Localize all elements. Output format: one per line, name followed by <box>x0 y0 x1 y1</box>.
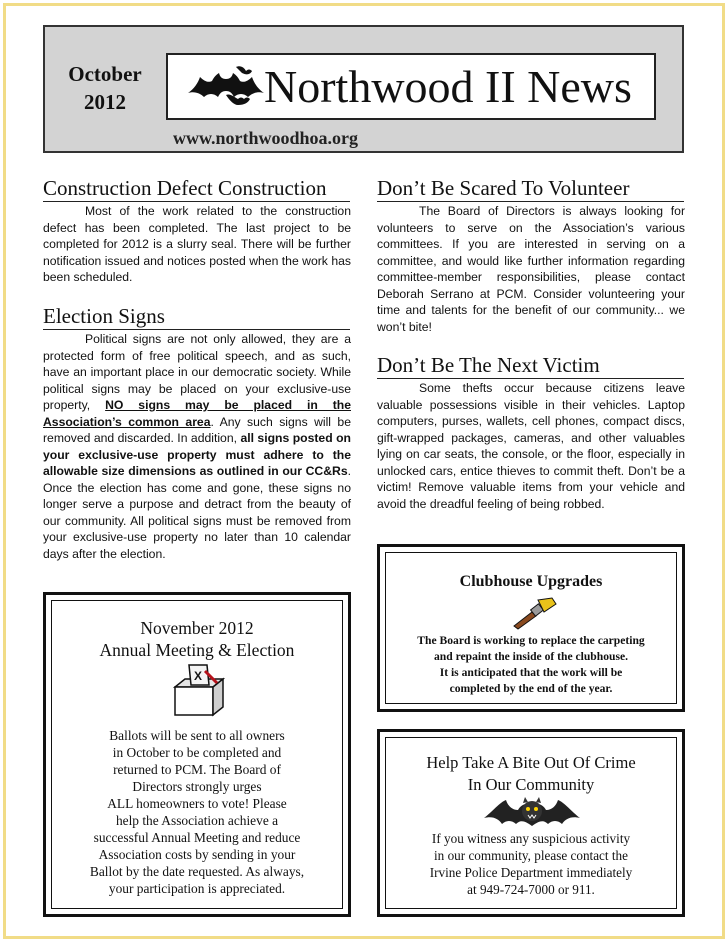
victim-heading: Don’t Be The Next Victim <box>377 352 684 379</box>
crime-title-line2: In Our Community <box>467 775 595 794</box>
annual-meeting-title-line2: Annual Meeting & Election <box>99 640 295 660</box>
clubhouse-text <box>380 633 682 697</box>
annual-meeting-box <box>43 592 351 917</box>
website-link[interactable]: www.northwoodhoa.org <box>173 128 359 148</box>
election-text-underlined: NO signs may be placed in the Association’s common area <box>43 398 351 429</box>
crime-text <box>380 830 682 898</box>
clubhouse-line-1: The Board is working to replace the carpeting <box>417 634 645 647</box>
construction-article <box>43 203 351 286</box>
annual-meeting-text <box>46 727 348 897</box>
victim-article <box>377 380 685 512</box>
clubhouse-line-4: completed by the end of the year. <box>449 682 613 695</box>
clubhouse-line-2: and repaint the inside of the clubhouse. <box>433 650 628 663</box>
volunteer-heading: Don’t Be Scared To Volunteer <box>377 175 684 202</box>
crime-line-2: in our community, please contact the <box>434 848 628 863</box>
election-text-1: Political signs are not only allowed, they are a protected form of free political speech, and as such, have an important place in our democratic society. While political signs may be placed on your exclusive-use property, <box>43 332 351 412</box>
meeting-line-7: successful Annual Meeting and reduce <box>93 830 301 845</box>
issue-date <box>58 60 152 116</box>
annual-meeting-title <box>46 617 348 661</box>
crime-line-3: Irvine Police Department immediately <box>429 865 633 880</box>
construction-text: Most of the work related to the construction defect has been completed. The last project to be completed for 2012 is a slurry seal. There will be further notification issued and notices posted when the work has been scheduled. <box>43 204 351 284</box>
volunteer-article <box>377 203 685 335</box>
election-heading: Election Signs <box>43 303 350 330</box>
newsletter-title: Northwood II News <box>264 61 632 112</box>
clubhouse-title: Clubhouse Upgrades <box>459 573 603 590</box>
meeting-line-6: help the Association achieve a <box>115 813 279 828</box>
meeting-line-10: your participation is appreciated. <box>108 881 286 896</box>
meeting-line-5: ALL homeowners to vote! Please <box>107 796 287 811</box>
crime-line-4: at 949-724-7000 or 911. <box>467 882 595 897</box>
volunteer-text: The Board of Directors is always looking for volunteers to serve on the Association’s various committees. If you are interested in serving on a committee, and would like further information regarding committee-member responsibilities, please contact Deborah Serrano at PCM. Consider volunteering your time and talents for the benefit of our community... we won’t bite! <box>377 204 685 334</box>
crime-title <box>380 752 682 796</box>
victim-text: Some thefts occur because citizens leave valuable possessions visible in their vehicles. Laptop computers, purses, wallets, cell phones, compact discs, gift-wrapped packages, cameras, and other valuables lying on car seats, the console, or the floor, especially in unlocked cars, entice thieves to commit theft. Don’t be a victim! Remove valuable items from your vehicle and avoid the dreadful feeling of being robbed. <box>377 381 685 511</box>
paintbrush-icon <box>510 596 558 630</box>
bat-icon <box>482 796 582 828</box>
newsletter-title-box <box>166 53 656 120</box>
election-text-2: . Any such signs will be removed and discarded. In addition, <box>43 414 351 445</box>
meeting-line-9: Ballot by the date requested. As always, <box>89 864 305 879</box>
ballot-mark: X <box>193 669 203 683</box>
meeting-line-3: returned to PCM. The Board of <box>113 762 281 777</box>
election-text-bold: all signs posted on your exclusive-use property must adhere to the allowable size dimensions as outlined in our CC&Rs <box>43 431 351 478</box>
clubhouse-box <box>377 544 685 712</box>
ballot-box-icon <box>167 663 229 719</box>
crime-title-line1: Help Take A Bite Out Of Crime <box>426 753 636 772</box>
issue-year: 2012 <box>84 90 126 114</box>
bats-icon <box>186 63 268 109</box>
crime-line-1: If you witness any suspicious activity <box>431 831 631 846</box>
election-article <box>43 331 351 562</box>
clubhouse-line-3: It is anticipated that the work will be <box>439 666 623 679</box>
meeting-line-4: Directors strongly urges <box>132 779 262 794</box>
crime-box <box>377 729 685 917</box>
meeting-line-8: Association costs by sending in your <box>98 847 296 862</box>
annual-meeting-title-line1: November 2012 <box>140 618 254 638</box>
issue-month: October <box>68 62 142 86</box>
meeting-line-1: Ballots will be sent to all owners <box>109 728 285 743</box>
construction-heading: Construction Defect Construction <box>43 175 350 202</box>
election-text-3: . Once the election has come and gone, these signs no longer serve a purpose and detract from the beauty of our community. All political signs must be removed from your exclusive-use property no later than 10 calendar days after the election. <box>43 464 351 561</box>
meeting-line-2: in October to be completed and <box>112 745 282 760</box>
